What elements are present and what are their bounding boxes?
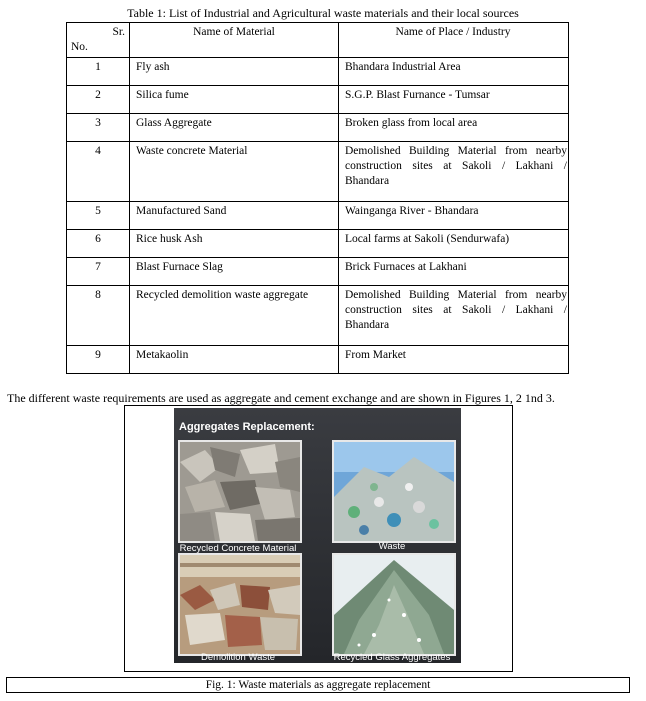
demolition-waste-image [178, 553, 302, 656]
row-place: Broken glass from local area [339, 114, 569, 142]
row-material: Recycled demolition waste aggregate [130, 286, 339, 346]
table-row [67, 286, 569, 346]
row-material: Glass Aggregate [130, 114, 339, 142]
row-place: Demolished Building Material from nearby construction sites at Sakoli / Lakhani / Bhandara [339, 142, 569, 202]
row-sr: 9 [67, 346, 130, 374]
table-header-row [67, 23, 569, 58]
table-row [67, 346, 569, 374]
aggregates-photo-panel [174, 408, 461, 663]
row-material: Manufactured Sand [130, 202, 339, 230]
row-place: Brick Furnaces at Lakhani [339, 258, 569, 286]
row-sr: 8 [67, 286, 130, 346]
row-material: Rice husk Ash [130, 230, 339, 258]
row-sr: 3 [67, 114, 130, 142]
row-sr: 4 [67, 142, 130, 202]
tile-label-demolition-waste: Demolition Waste [200, 652, 276, 663]
row-place: S.G.P. Blast Furnance - Tumsar [339, 86, 569, 114]
row-material: Metakaolin [130, 346, 339, 374]
header-place: Name of Place / Industry [339, 23, 569, 58]
row-place: Local farms at Sakoli (Sendurwafa) [339, 230, 569, 258]
table-row [67, 114, 569, 142]
tile-label-recycled-concrete: Recycled Concrete Material [179, 543, 297, 554]
header-sr-no [67, 23, 130, 58]
row-material: Waste concrete Material [130, 142, 339, 202]
table-row [67, 202, 569, 230]
row-place: From Market [339, 346, 569, 374]
row-place: Demolished Building Material from nearby construction sites at Sakoli / Lakhani / Bhandara [339, 286, 569, 346]
row-place: Wainganga River - Bhandara [339, 202, 569, 230]
row-material: Blast Furnace Slag [130, 258, 339, 286]
tile-label-waste: Waste [378, 541, 406, 552]
table-row [67, 58, 569, 86]
row-sr: 1 [67, 58, 130, 86]
recycled-glass-image [332, 553, 456, 656]
table-row [67, 142, 569, 202]
header-no-label: No. [71, 41, 88, 53]
table-row [67, 258, 569, 286]
figure-frame [124, 405, 513, 672]
body-paragraph: The different waste requirements are used as aggregate and cement exchange and are shown in Figures 1, 2 1nd 3. [7, 391, 555, 405]
row-sr: 5 [67, 202, 130, 230]
header-sr-label: Sr. [112, 26, 125, 38]
row-sr: 6 [67, 230, 130, 258]
table-caption: Table 1: List of Industrial and Agricultural waste materials and their local sources [127, 6, 519, 20]
row-material: Fly ash [130, 58, 339, 86]
row-place: Bhandara Industrial Area [339, 58, 569, 86]
header-material: Name of Material [130, 23, 339, 58]
table-row [67, 230, 569, 258]
waste-image [332, 440, 456, 543]
recycled-concrete-image [178, 440, 302, 543]
table-row [67, 86, 569, 114]
figure-caption: Fig. 1: Waste materials as aggregate replacement [6, 677, 630, 693]
row-sr: 7 [67, 258, 130, 286]
row-sr: 2 [67, 86, 130, 114]
materials-table [66, 22, 569, 374]
row-material: Silica fume [130, 86, 339, 114]
photo-title: Aggregates Replacement: [179, 421, 315, 433]
tile-label-recycled-glass: Recycled Glass Aggregates [333, 652, 451, 663]
